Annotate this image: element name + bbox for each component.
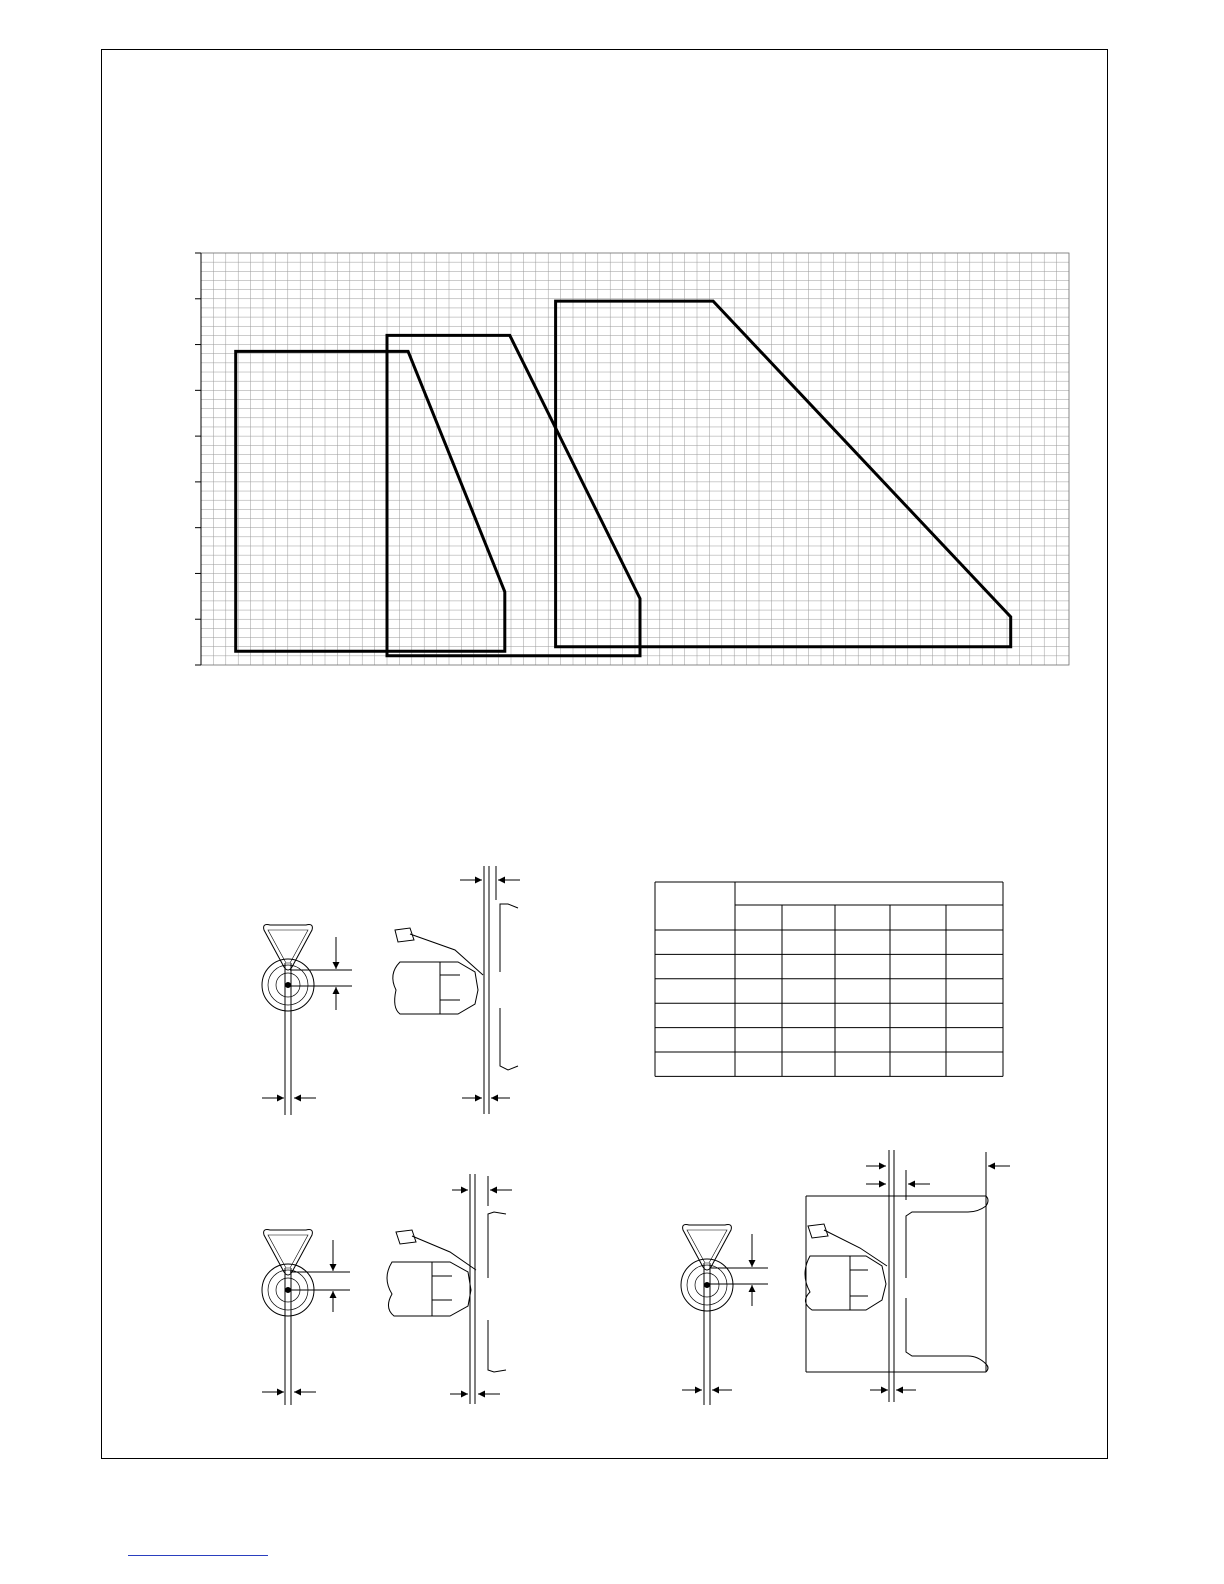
- dimension-arrows-side-3: [866, 1152, 1010, 1390]
- dimension-arrows-front-1: [262, 937, 352, 1098]
- nozzle-side-view-icon: [393, 866, 518, 1114]
- dimension-arrows-side-1: [460, 866, 520, 1098]
- nozzle-front-view-icon: [681, 1225, 733, 1405]
- dimension-arrows-side-2: [450, 1176, 512, 1394]
- dimension-arrows-front-2: [262, 1240, 350, 1392]
- footer-link-underline[interactable]: [128, 1555, 268, 1556]
- nozzle-front-view-icon: [262, 925, 314, 1115]
- nozzle-front-view-icon: [262, 1230, 314, 1405]
- spec-table: [655, 882, 1003, 1076]
- nozzle-side-view-icon: [387, 1174, 506, 1404]
- dimension-arrows-front-3: [682, 1234, 768, 1390]
- nozzle-side-view-icon: [805, 1150, 988, 1402]
